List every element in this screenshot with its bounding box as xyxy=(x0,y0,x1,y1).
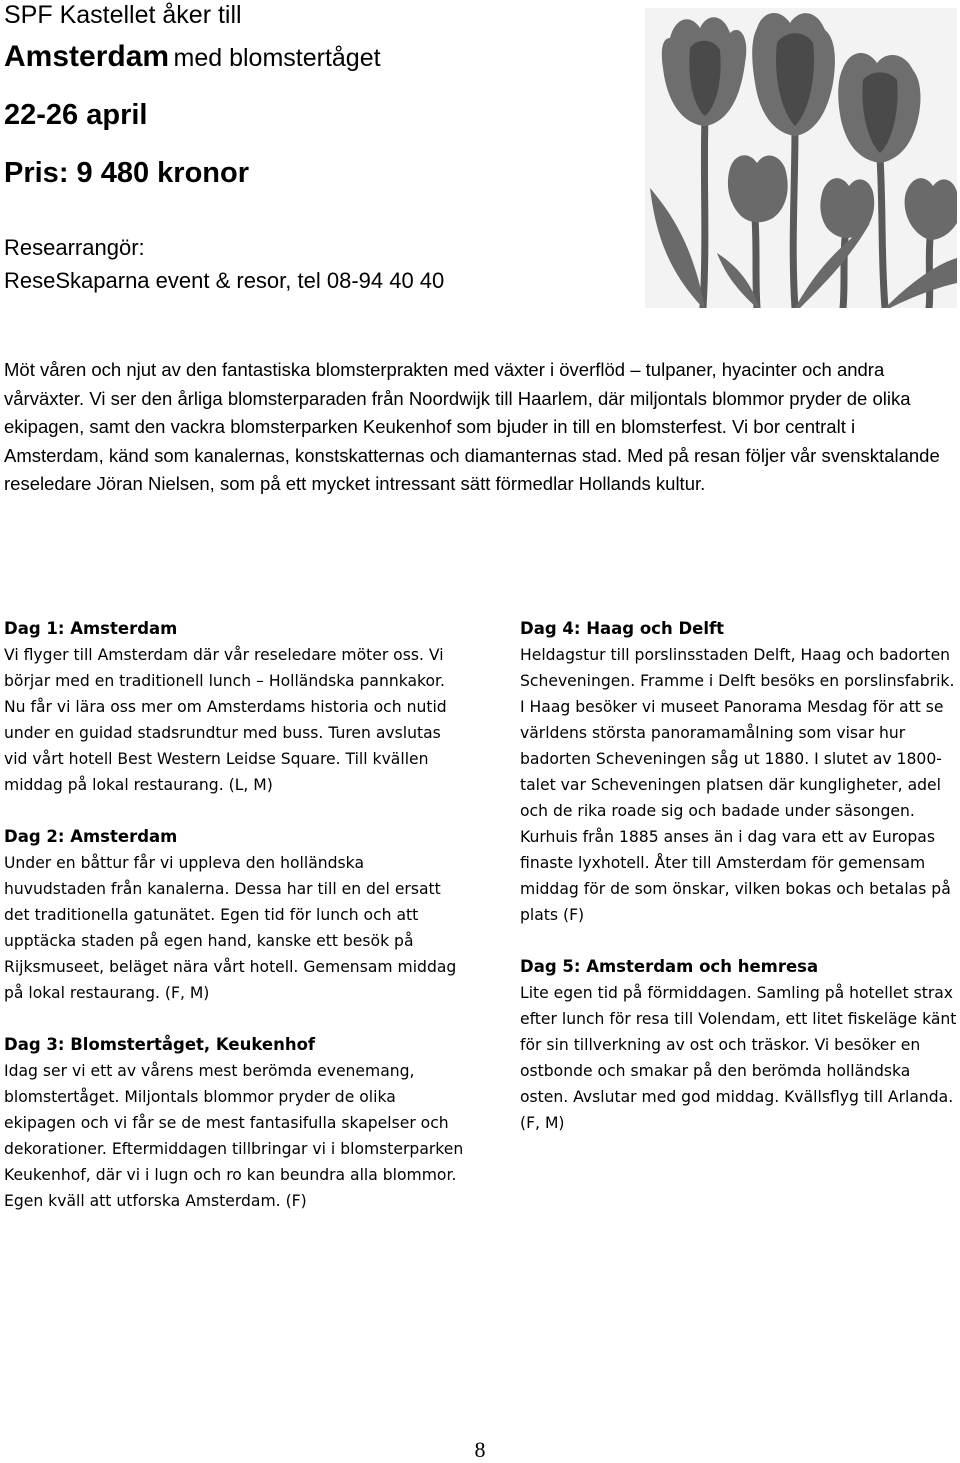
day-body: Lite egen tid på förmiddagen. Samling på hotellet strax efter lunch för resa till Volendam, ett litet fiskeläge känt för sin tillverkning av ost och träskor. Vi besöker en ostbonde och smakar på den berömda holländska osten. Avslutar med god middag. Kvällsflyg till Arlanda. (F, M) xyxy=(520,984,957,1132)
day-body: Idag ser vi ett av vårens mest berömda evenemang, blomstertåget. Miljontals blommor pryder de olika ekipagen och vi får se de mest fantasifulla skapelser och dekorationer. Eftermiddagen tillbringar vi i blomsterparken Keukenhof, där vi i lugn och ro kan beundra alla blommor. Egen kväll att utforska Amsterdam. (F) xyxy=(4,1062,464,1210)
day-section xyxy=(4,616,464,798)
tulips-illustration-svg xyxy=(645,8,957,308)
day-title: Dag 5: Amsterdam och hemresa xyxy=(520,957,819,976)
page-number: 8 xyxy=(474,1437,486,1462)
title-line-2 xyxy=(4,38,381,81)
organizer-text: ReseSkaparna event & resor, tel 08-94 40 40 xyxy=(4,268,445,293)
trip-dates: 22-26 april xyxy=(4,99,148,131)
title-destination-suffix: med blomstertåget xyxy=(173,44,381,72)
intro-paragraph: Möt våren och njut av den fantastiska blomsterprakten med växter i överflöd – tulpaner, hyacinter och andra vårväxter. Vi ser den årliga blomsterparaden från Noordwijk till Haarlem, där miljontals blommor pryder de olika ekipagen, samt den vackra blomsterparken Keukenhof som bjuder in till en blomsterfest. Vi bor centralt i Amsterdam, känd som kanalernas, konstskatternas och diamanternas stad. Med på resan följer vår svensktalande reseledare Jöran Nielsen, som på ett mycket intressant sätt förmedlar Hollands kultur. xyxy=(4,359,940,494)
title-destination: Amsterdam xyxy=(4,40,170,73)
day-section xyxy=(520,954,960,1136)
day-body: Under en båttur får vi uppleva den holländska huvudstaden från kanalerna. Dessa har till en del ersatt det traditionella gatunätet. Egen tid för lunch och att upptäcka staden på egen hand, kanske ett besök på Rijksmuseet, beläget nära vårt hotell. Gemensam middag på lokal restaurang. (F, M) xyxy=(4,854,457,1002)
day-title: Dag 3: Blomstertåget, Keukenhof xyxy=(4,1035,316,1054)
itinerary-right-column xyxy=(520,616,960,1162)
itinerary-left-column xyxy=(4,616,464,1240)
title-line-1: SPF Kastellet åker till xyxy=(4,1,242,29)
organizer-label: Researrangör: xyxy=(4,235,145,260)
day-title: Dag 1: Amsterdam xyxy=(4,619,178,638)
trip-price: Pris: 9 480 kronor xyxy=(4,157,249,189)
day-body: Heldagstur till porslinsstaden Delft, Haag och badorten Scheveningen. Framme i Delft besöks en porslinsfabrik. I Haag besöker vi museet Panorama Mesdag för att se världens största panoramamålning som visar hur badorten Scheveningen såg ut 1880. I slutet av 1800-talet var Scheveningen platsen där kungligheter, adel och de rika roade sig och badade under säsongen. Kurhuis från 1885 anses än i dag vara ett av Europas finaste lyxhotell. Åter till Amsterdam för gemensam middag för de som önskar, vilken bokas och betalas på plats (F) xyxy=(520,646,955,924)
day-section xyxy=(4,1032,464,1214)
day-body: Vi flyger till Amsterdam där vår reseledare möter oss. Vi börjar med en traditionell lunch – Holländska pannkakor. Nu får vi lära oss mer om Amsterdams historia och nutid under en guidad stadsrundtur med buss. Turen avslutas vid vårt hotell Best Western Leidse Square. Till kvällen middag på lokal restaurang. (L, M) xyxy=(4,646,447,794)
day-section xyxy=(4,824,464,1006)
day-title: Dag 2: Amsterdam xyxy=(4,827,178,846)
day-title: Dag 4: Haag och Delft xyxy=(520,619,725,638)
day-section xyxy=(520,616,960,928)
tulips-illustration-icon xyxy=(645,8,957,308)
